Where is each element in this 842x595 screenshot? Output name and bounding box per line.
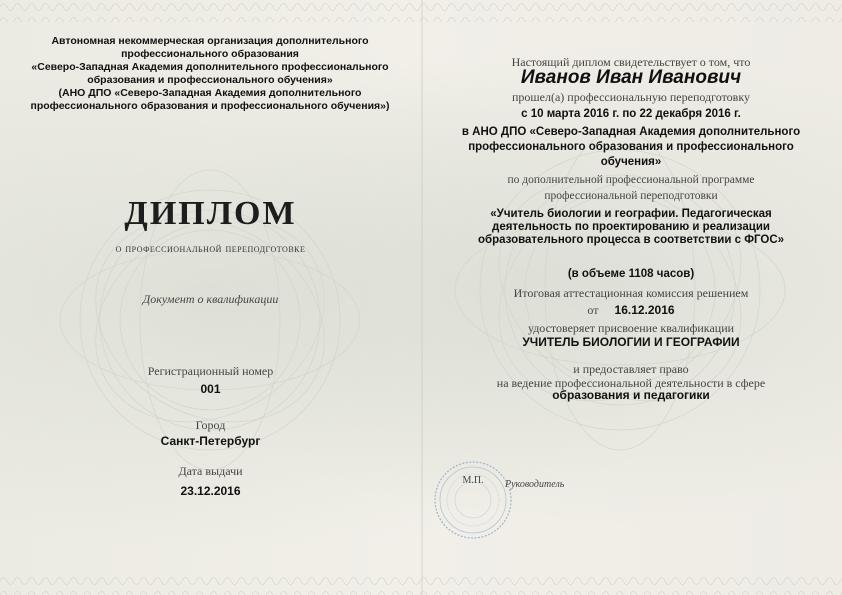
registration-number: 001 <box>200 382 221 396</box>
issuer-line-2: профессионального образования <box>121 48 299 60</box>
certifies-text: удостоверяет присвоение квалификации <box>527 321 735 335</box>
document-note: Документ о квалификации <box>142 292 279 306</box>
issue-date-label: Дата выдачи <box>178 464 243 478</box>
intro-text: Настоящий диплом свидетельствует о том, что <box>511 55 751 69</box>
decision-date: 16.12.2016 <box>614 303 675 317</box>
qualification-title: УЧИТЕЛЬ БИОЛОГИИ И ГЕОГРАФИИ <box>522 335 740 349</box>
issuer-line-3: «Северо-Западная Академия дополнительного профессионального <box>31 61 389 73</box>
city-value: Санкт-Петербург <box>160 434 261 448</box>
institution-line-3: обучения» <box>600 156 662 168</box>
director-label: Руководитель <box>505 479 565 490</box>
institution-line-2: профессионального образования и профессионального <box>468 141 794 153</box>
diploma-subtitle: о профессиональной переподготовке <box>115 241 306 255</box>
issuer-line-6: профессионального образования и профессионального обучения») <box>30 100 390 112</box>
program-label-line-2: профессиональной переподготовки <box>544 190 718 202</box>
study-period: с 10 марта 2016 г. по 22 декабря 2016 г. <box>521 108 741 120</box>
city-label: Город <box>195 418 226 432</box>
program-label-line-1: по дополнительной профессиональной программе <box>507 174 755 186</box>
holder-name: Иванов Иван Иванович <box>520 67 742 88</box>
stamp-label: М.П. <box>462 475 484 486</box>
issue-date-value: 23.12.2016 <box>180 484 241 498</box>
registration-label: Регистрационный номер <box>147 364 274 378</box>
institution-line-1: в АНО ДПО «Северо-Западная Академия дополнительного <box>461 126 801 138</box>
issuer-line-1: Автономная некоммерческая организация дополнительного <box>51 35 369 47</box>
program-hours: (в объеме 1108 часов) <box>567 268 695 280</box>
commission-text: Итоговая аттестационная комиссия решением <box>513 286 749 300</box>
program-label <box>431 172 831 204</box>
issuer-line-5: (АНО ДПО «Северо-Западная Академия дополнительного <box>58 87 362 99</box>
program-title-line-2: деятельность по проектированию и реализации <box>492 221 770 233</box>
issuer-block <box>20 35 400 113</box>
institution-block <box>431 125 831 170</box>
activity-field: образования и педагогики <box>552 388 710 402</box>
decision-row <box>431 303 831 318</box>
activity-label: на ведение профессиональной деятельности в сфере <box>496 376 766 390</box>
decision-from-label: от <box>587 303 599 317</box>
program-title <box>431 208 831 247</box>
program-title-line-3: образовательного процесса в соответствии с ФГОС» <box>477 234 785 246</box>
right-grant-text: и предоставляет право <box>573 362 689 376</box>
issuer-line-4: образования и профессионального обучения» <box>87 74 333 86</box>
center-fold <box>421 0 423 595</box>
passed-text: прошел(а) профессиональную переподготовку <box>511 90 751 104</box>
program-title-line-1: «Учитель биологии и географии. Педагогическая <box>490 208 772 220</box>
stamp-seal <box>433 460 513 540</box>
diploma-title: ДИПЛОМ <box>124 195 297 232</box>
